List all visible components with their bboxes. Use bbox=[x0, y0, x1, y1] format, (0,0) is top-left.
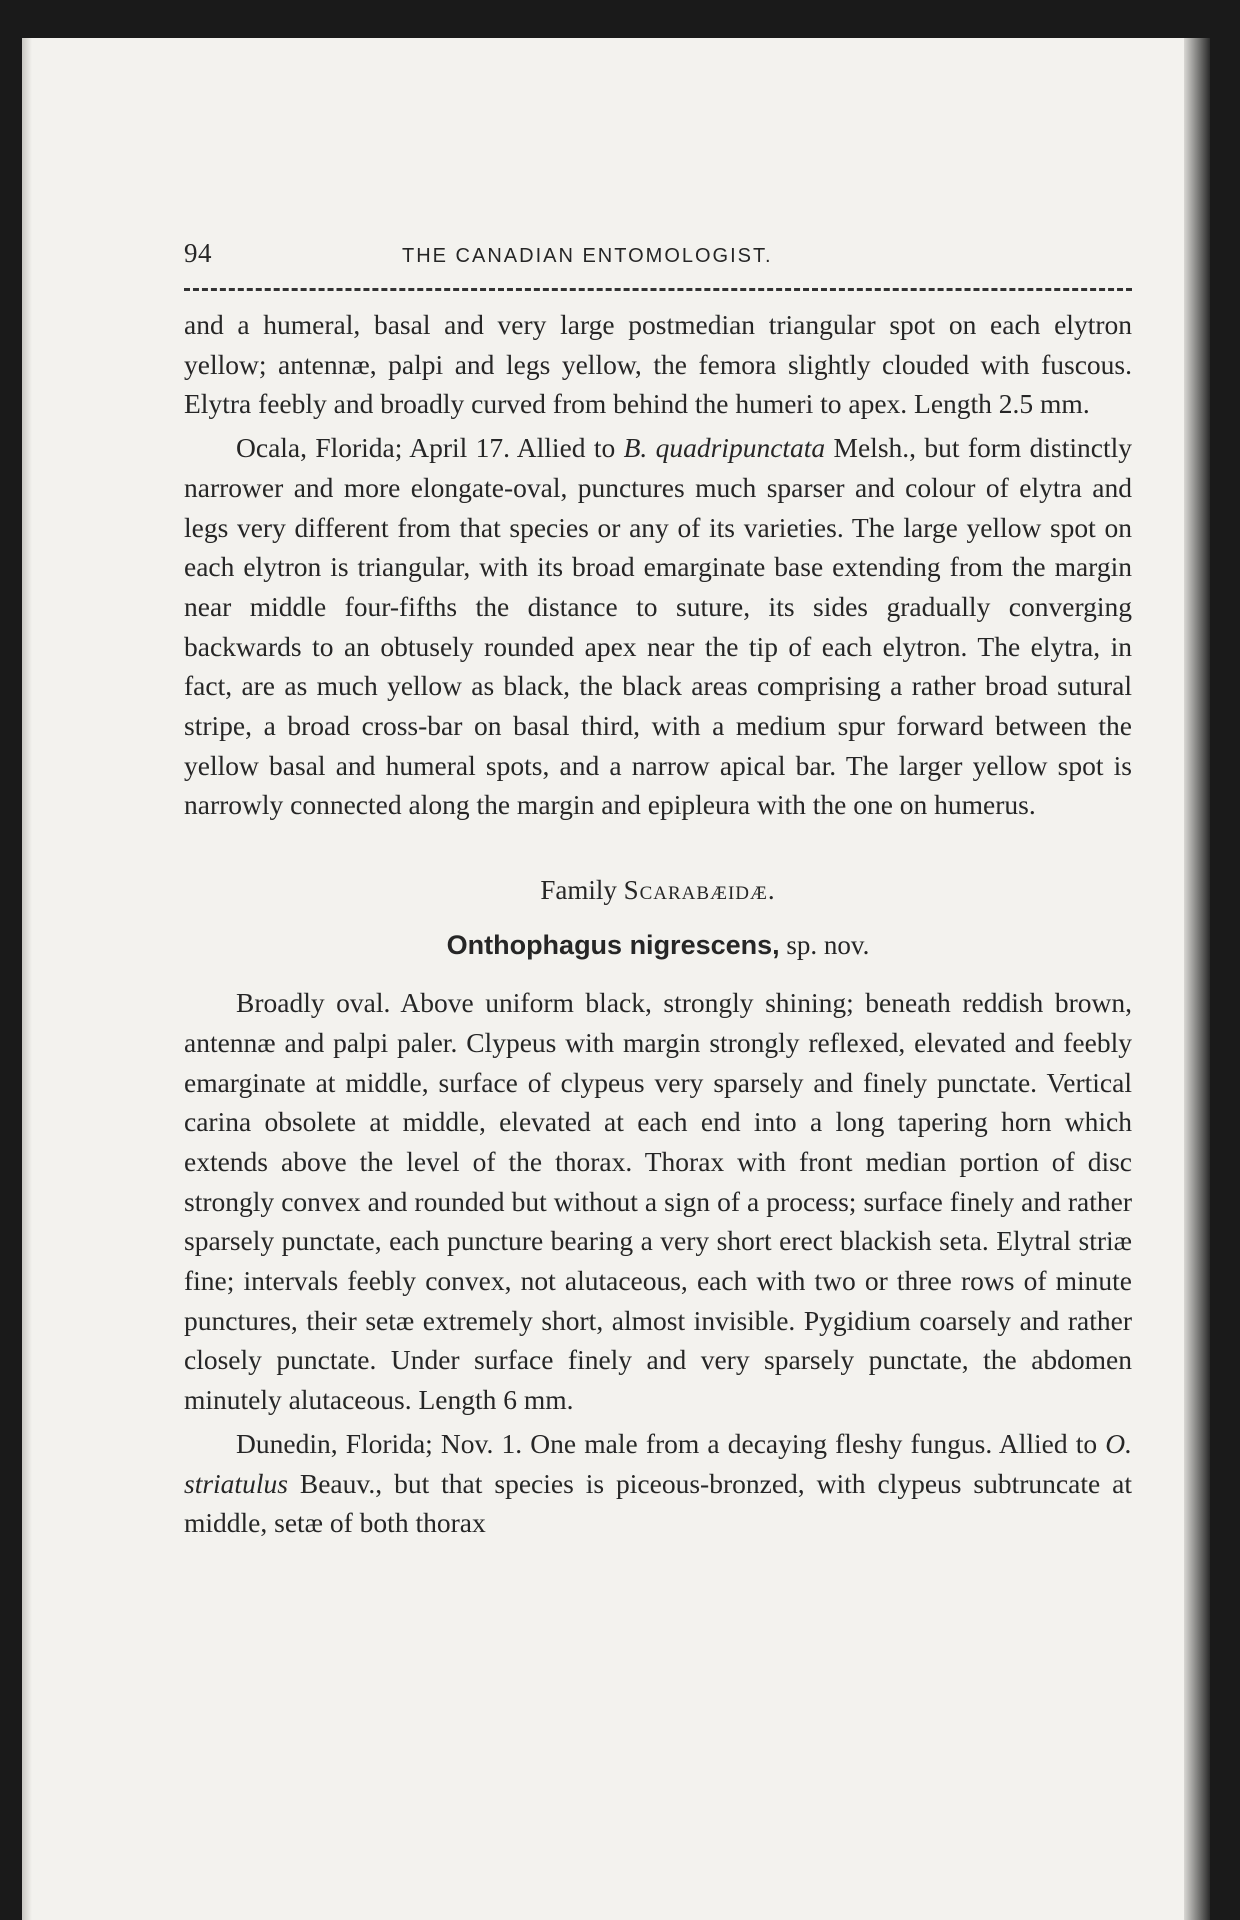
page-number: 94 bbox=[184, 238, 212, 268]
paragraph-text: Melsh., but form distinctly narrower and more elongate-oval, punctures much sparser and colour of elytra and legs very different from that species or any of its varieties. The large yellow spot on each elytron is triangular, with its broad emarginate base extending from the margin near middle four-fifths the distance to suture, its sides gradually converging backwards to an obtusely rounded apex near the tip of each elytron. The elytra, in fact, are as much yellow as black, the black areas comprising a rather broad sutural stripe, a broad cross-bar on basal third, with a medium spur forward between the yellow basal and humeral spots, and a narrow apical bar. The larger yellow spot is narrowly connected along the margin and epipleura with the one on humerus. bbox=[184, 432, 1132, 821]
paragraph-text: Dunedin, Florida; Nov. 1. One male from a decaying fleshy fungus. Allied to bbox=[236, 1427, 1106, 1459]
species-name: Onthophagus nigrescens, bbox=[446, 930, 780, 961]
paragraph-locality-remarks bbox=[184, 428, 1132, 825]
running-head bbox=[184, 238, 1132, 278]
paragraph-text: Beauv., but that species is piceous-bronzed, with clypeus subtruncate at middle, setæ of both thorax bbox=[184, 1467, 1132, 1539]
species-heading bbox=[184, 930, 1132, 961]
book-page bbox=[22, 38, 1210, 1920]
family-heading bbox=[184, 875, 1132, 906]
page-left-edge bbox=[22, 38, 32, 1920]
paragraph-description: Broadly oval. Above uniform black, strongly shining; beneath reddish brown, antennæ and palpi paler. Clypeus with margin strongly reflexed, elevated and feebly emarginate at middle, surface of clypeus very sparsely and finely punctate. Vertical carina obsolete at middle, elevated at each end into a long tapering horn which extends above the level of the thorax. Thorax with front median portion of disc strongly convex and rounded but without a sign of a process; surface finely and rather sparsely punctate, each puncture bearing a very short erect blackish seta. Elytral striæ fine; intervals feebly convex, not alutaceous, each with two or three rows of minute punctures, their setæ extremely short, almost invisible. Pygidium coarsely and rather closely punctate. Under surface finely and very sparsely punctate, the abdomen minutely alutaceous. Length 6 mm. bbox=[184, 987, 1132, 1416]
page-right-edge bbox=[1184, 38, 1210, 1920]
species-suffix: sp. nov. bbox=[779, 930, 870, 961]
species-reference: B. quadripunctata bbox=[623, 432, 826, 464]
paragraph-locality-comparison bbox=[184, 1424, 1132, 1543]
header-rule bbox=[184, 288, 1132, 291]
family-name: Scarabæidæ. bbox=[623, 875, 776, 906]
journal-title: THE CANADIAN ENTOMOLOGIST. bbox=[402, 245, 773, 267]
family-label: Family bbox=[540, 875, 624, 906]
paragraph-text: Ocala, Florida; April 17. Allied to bbox=[236, 432, 624, 464]
page-content bbox=[184, 238, 1132, 1543]
species-reference: O. striatulus bbox=[184, 1427, 1132, 1499]
paragraph-continuation: and a humeral, basal and very large postmedian triangular spot on each elytron yellow; antennæ, palpi and legs yellow, the femora slightly clouded with fuscous. Elytra feebly and broadly curved from behind the humeri to apex. Length 2.5 mm. bbox=[184, 309, 1132, 420]
